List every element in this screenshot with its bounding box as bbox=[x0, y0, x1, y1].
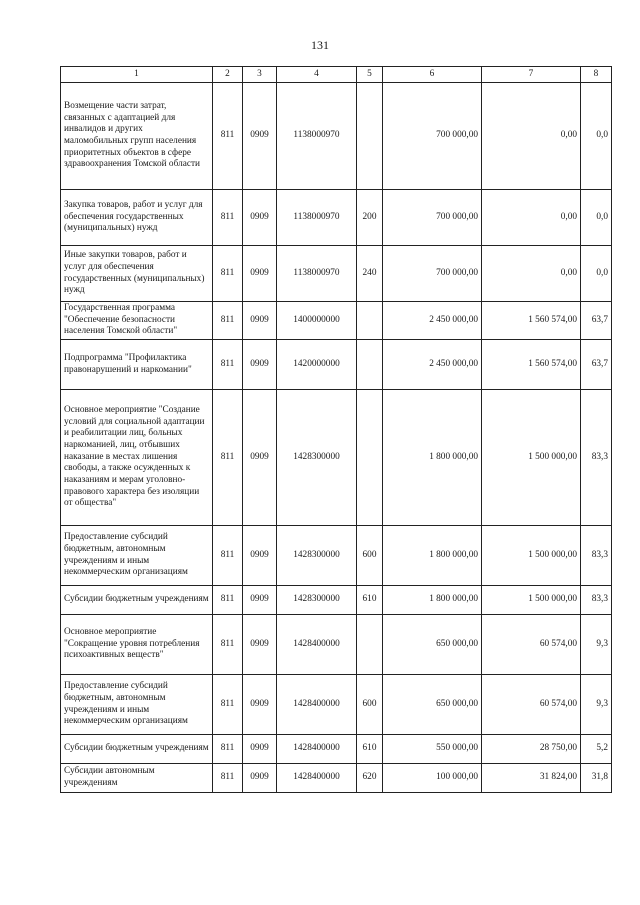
grbs-code-cell: 811 bbox=[213, 675, 243, 735]
grbs-code-cell: 811 bbox=[213, 390, 243, 526]
executed-amount-cell: 0,00 bbox=[482, 83, 581, 190]
planned-amount-cell: 700 000,00 bbox=[383, 83, 482, 190]
row-name-cell: Субсидии бюджетным учреждениям bbox=[61, 586, 213, 615]
percent-cell: 9,3 bbox=[581, 615, 612, 675]
percent-cell: 83,3 bbox=[581, 390, 612, 526]
percent-cell: 0,0 bbox=[581, 246, 612, 302]
expense-type-cell: 620 bbox=[357, 764, 383, 793]
table-row bbox=[61, 340, 612, 390]
grbs-code-cell: 811 bbox=[213, 586, 243, 615]
target-code-cell: 1428300000 bbox=[277, 526, 357, 586]
executed-amount-cell: 1 560 574,00 bbox=[482, 340, 581, 390]
section-code-cell: 0909 bbox=[243, 586, 277, 615]
percent-cell: 63,7 bbox=[581, 340, 612, 390]
expense-type-cell bbox=[357, 83, 383, 190]
executed-amount-cell: 0,00 bbox=[482, 246, 581, 302]
executed-amount-cell: 28 750,00 bbox=[482, 735, 581, 764]
section-code-cell: 0909 bbox=[243, 675, 277, 735]
expense-type-cell: 610 bbox=[357, 586, 383, 615]
target-code-cell: 1428400000 bbox=[277, 615, 357, 675]
executed-amount-cell: 1 500 000,00 bbox=[482, 526, 581, 586]
table-row bbox=[61, 764, 612, 793]
table-row bbox=[61, 190, 612, 246]
target-code-cell: 1428400000 bbox=[277, 675, 357, 735]
target-code-cell: 1400000000 bbox=[277, 302, 357, 340]
table-row bbox=[61, 675, 612, 735]
column-header: 3 bbox=[243, 67, 277, 83]
grbs-code-cell: 811 bbox=[213, 340, 243, 390]
target-code-cell: 1428300000 bbox=[277, 390, 357, 526]
section-code-cell: 0909 bbox=[243, 764, 277, 793]
table-row bbox=[61, 302, 612, 340]
executed-amount-cell: 60 574,00 bbox=[482, 675, 581, 735]
row-name-cell: Предоставление субсидий бюджетным, автономным учреждениям и иным некоммерческим организациям bbox=[61, 526, 213, 586]
percent-cell: 0,0 bbox=[581, 190, 612, 246]
section-code-cell: 0909 bbox=[243, 190, 277, 246]
row-name-cell: Основное мероприятие "Создание условий для социальной адаптации и реабилитации лиц, больных наркоманией, лиц, отбывших наказание в местах лишения свободы, а также осужденных к наказаниям и мерам уголовно-правового характера без изоляции от общества" bbox=[61, 390, 213, 526]
section-code-cell: 0909 bbox=[243, 302, 277, 340]
percent-cell: 0,0 bbox=[581, 83, 612, 190]
row-name-cell: Государственная программа "Обеспечение безопасности населения Томской области" bbox=[61, 302, 213, 340]
planned-amount-cell: 1 800 000,00 bbox=[383, 390, 482, 526]
expense-type-cell bbox=[357, 615, 383, 675]
column-header: 6 bbox=[383, 67, 482, 83]
planned-amount-cell: 700 000,00 bbox=[383, 190, 482, 246]
section-code-cell: 0909 bbox=[243, 735, 277, 764]
section-code-cell: 0909 bbox=[243, 615, 277, 675]
grbs-code-cell: 811 bbox=[213, 735, 243, 764]
table-body bbox=[61, 67, 612, 793]
row-name-cell: Закупка товаров, работ и услуг для обеспечения государственных (муниципальных) нужд bbox=[61, 190, 213, 246]
grbs-code-cell: 811 bbox=[213, 764, 243, 793]
grbs-code-cell: 811 bbox=[213, 83, 243, 190]
planned-amount-cell: 1 800 000,00 bbox=[383, 586, 482, 615]
percent-cell: 83,3 bbox=[581, 526, 612, 586]
percent-cell: 31,8 bbox=[581, 764, 612, 793]
column-header: 4 bbox=[277, 67, 357, 83]
executed-amount-cell: 60 574,00 bbox=[482, 615, 581, 675]
executed-amount-cell: 0,00 bbox=[482, 190, 581, 246]
page-number: 131 bbox=[311, 38, 329, 52]
table-row bbox=[61, 390, 612, 526]
grbs-code-cell: 811 bbox=[213, 526, 243, 586]
table-row bbox=[61, 615, 612, 675]
planned-amount-cell: 2 450 000,00 bbox=[383, 302, 482, 340]
planned-amount-cell: 1 800 000,00 bbox=[383, 526, 482, 586]
percent-cell: 83,3 bbox=[581, 586, 612, 615]
section-code-cell: 0909 bbox=[243, 83, 277, 190]
row-name-cell: Подпрограмма "Профилактика правонарушений и наркомании" bbox=[61, 340, 213, 390]
expense-type-cell bbox=[357, 390, 383, 526]
grbs-code-cell: 811 bbox=[213, 302, 243, 340]
row-name-cell: Иные закупки товаров, работ и услуг для обеспечения государственных (муниципальных) нужд bbox=[61, 246, 213, 302]
table-row bbox=[61, 586, 612, 615]
row-name-cell: Основное мероприятие "Сокращение уровня потребления психоактивных веществ" bbox=[61, 615, 213, 675]
planned-amount-cell: 100 000,00 bbox=[383, 764, 482, 793]
target-code-cell: 1428400000 bbox=[277, 764, 357, 793]
column-header: 8 bbox=[581, 67, 612, 83]
column-header: 7 bbox=[482, 67, 581, 83]
percent-cell: 9,3 bbox=[581, 675, 612, 735]
planned-amount-cell: 650 000,00 bbox=[383, 615, 482, 675]
planned-amount-cell: 550 000,00 bbox=[383, 735, 482, 764]
target-code-cell: 1138000970 bbox=[277, 83, 357, 190]
executed-amount-cell: 31 824,00 bbox=[482, 764, 581, 793]
column-header: 2 bbox=[213, 67, 243, 83]
column-header: 1 bbox=[61, 67, 213, 83]
planned-amount-cell: 700 000,00 bbox=[383, 246, 482, 302]
planned-amount-cell: 2 450 000,00 bbox=[383, 340, 482, 390]
section-code-cell: 0909 bbox=[243, 340, 277, 390]
table-row bbox=[61, 83, 612, 190]
expense-type-cell bbox=[357, 302, 383, 340]
grbs-code-cell: 811 bbox=[213, 190, 243, 246]
row-name-cell: Возмещение части затрат, связанных с адаптацией для инвалидов и других маломобильных групп населения приоритетных объектов в сфере здравоохранения Томской области bbox=[61, 83, 213, 190]
executed-amount-cell: 1 500 000,00 bbox=[482, 390, 581, 526]
grbs-code-cell: 811 bbox=[213, 615, 243, 675]
target-code-cell: 1138000970 bbox=[277, 246, 357, 302]
expense-type-cell: 200 bbox=[357, 190, 383, 246]
table-header-row bbox=[61, 67, 612, 83]
expense-type-cell: 240 bbox=[357, 246, 383, 302]
table-row bbox=[61, 735, 612, 764]
row-name-cell: Предоставление субсидий бюджетным, автономным учреждениям и иным некоммерческим организациям bbox=[61, 675, 213, 735]
expense-type-cell: 600 bbox=[357, 675, 383, 735]
planned-amount-cell: 650 000,00 bbox=[383, 675, 482, 735]
executed-amount-cell: 1 560 574,00 bbox=[482, 302, 581, 340]
table-row bbox=[61, 246, 612, 302]
grbs-code-cell: 811 bbox=[213, 246, 243, 302]
row-name-cell: Субсидии бюджетным учреждениям bbox=[61, 735, 213, 764]
target-code-cell: 1420000000 bbox=[277, 340, 357, 390]
section-code-cell: 0909 bbox=[243, 526, 277, 586]
table-row bbox=[61, 526, 612, 586]
target-code-cell: 1428400000 bbox=[277, 735, 357, 764]
percent-cell: 5,2 bbox=[581, 735, 612, 764]
target-code-cell: 1138000970 bbox=[277, 190, 357, 246]
section-code-cell: 0909 bbox=[243, 246, 277, 302]
row-name-cell: Субсидии автономным учреждениям bbox=[61, 764, 213, 793]
section-code-cell: 0909 bbox=[243, 390, 277, 526]
expense-type-cell bbox=[357, 340, 383, 390]
budget-table bbox=[60, 66, 612, 793]
column-header: 5 bbox=[357, 67, 383, 83]
executed-amount-cell: 1 500 000,00 bbox=[482, 586, 581, 615]
expense-type-cell: 600 bbox=[357, 526, 383, 586]
expense-type-cell: 610 bbox=[357, 735, 383, 764]
percent-cell: 63,7 bbox=[581, 302, 612, 340]
target-code-cell: 1428300000 bbox=[277, 586, 357, 615]
